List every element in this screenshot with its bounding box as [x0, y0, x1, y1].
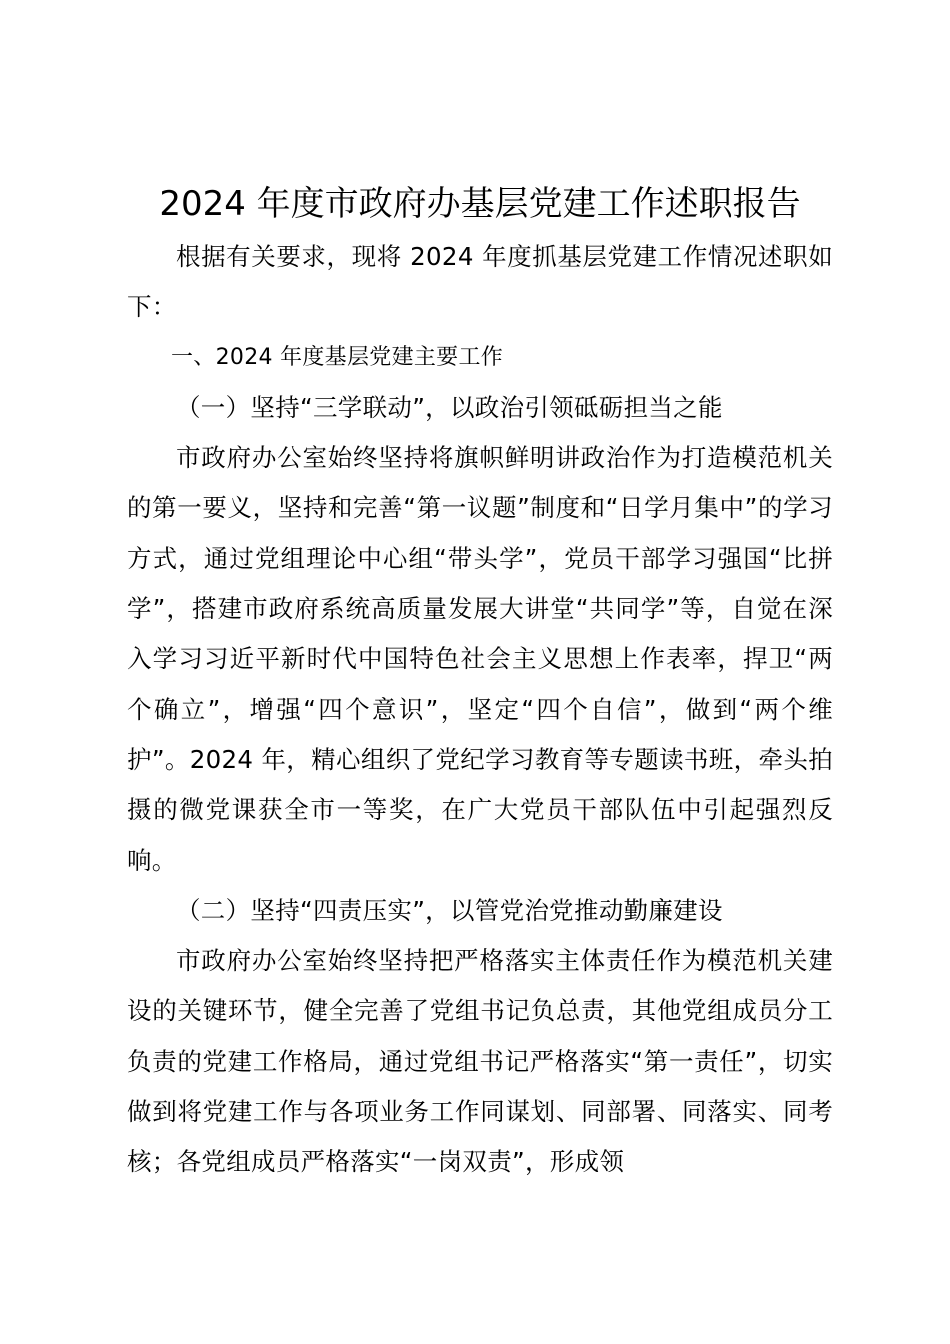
document-title: 2024 年度市政府办基层党建工作述职报告: [159, 184, 801, 224]
subsection-body-1: 市政府办公室始终坚持将旗帜鲜明讲政治作为打造模范机关的第一要义，坚持和完善“第一议题”制度和“日学月集中”的学习方式，通过党组理论中心组“带头学”，党员干部学习强国“比拼学”，搭建市政府系统高质量发展大讲堂“共同学”等，自觉在深入学习习近平新时代中国特色社会主义思想上作表率，捍卫“两个确立”，增强“四个意识”，坚定“四个自信”，做到“两个维护”。2024 年，精心组织了党纪学习教育等专题读书班，牵头拍摄的微党课获全市一等奖，在广大党员干部队伍中引起强烈反响。: [127, 443, 833, 875]
section-heading-1: 一、2024 年度基层党建主要工作: [171, 344, 504, 370]
subsection-heading-1: （一）坚持“三学联动”，以政治引领砥砺担当之能: [176, 392, 723, 422]
subsection-heading-2: （二）坚持“四责压实”，以管党治党推动勤廉建设: [176, 895, 723, 925]
intro-paragraph: 根据有关要求，现将 2024 年度抓基层党建工作情况述职如下：: [127, 242, 833, 322]
document-page: [127, 176, 833, 1188]
subsection-body-2: 市政府办公室始终坚持把严格落实主体责任作为模范机关建设的关键环节，健全完善了党组书记负总责，其他党组成员分工负责的党建工作格局，通过党组书记严格落实“第一责任”，切实做到将党建工作与各项业务工作同谋划、同部署、同落实、同考核；各党组成员严格落实“一岗双责”，形成领: [127, 946, 833, 1177]
